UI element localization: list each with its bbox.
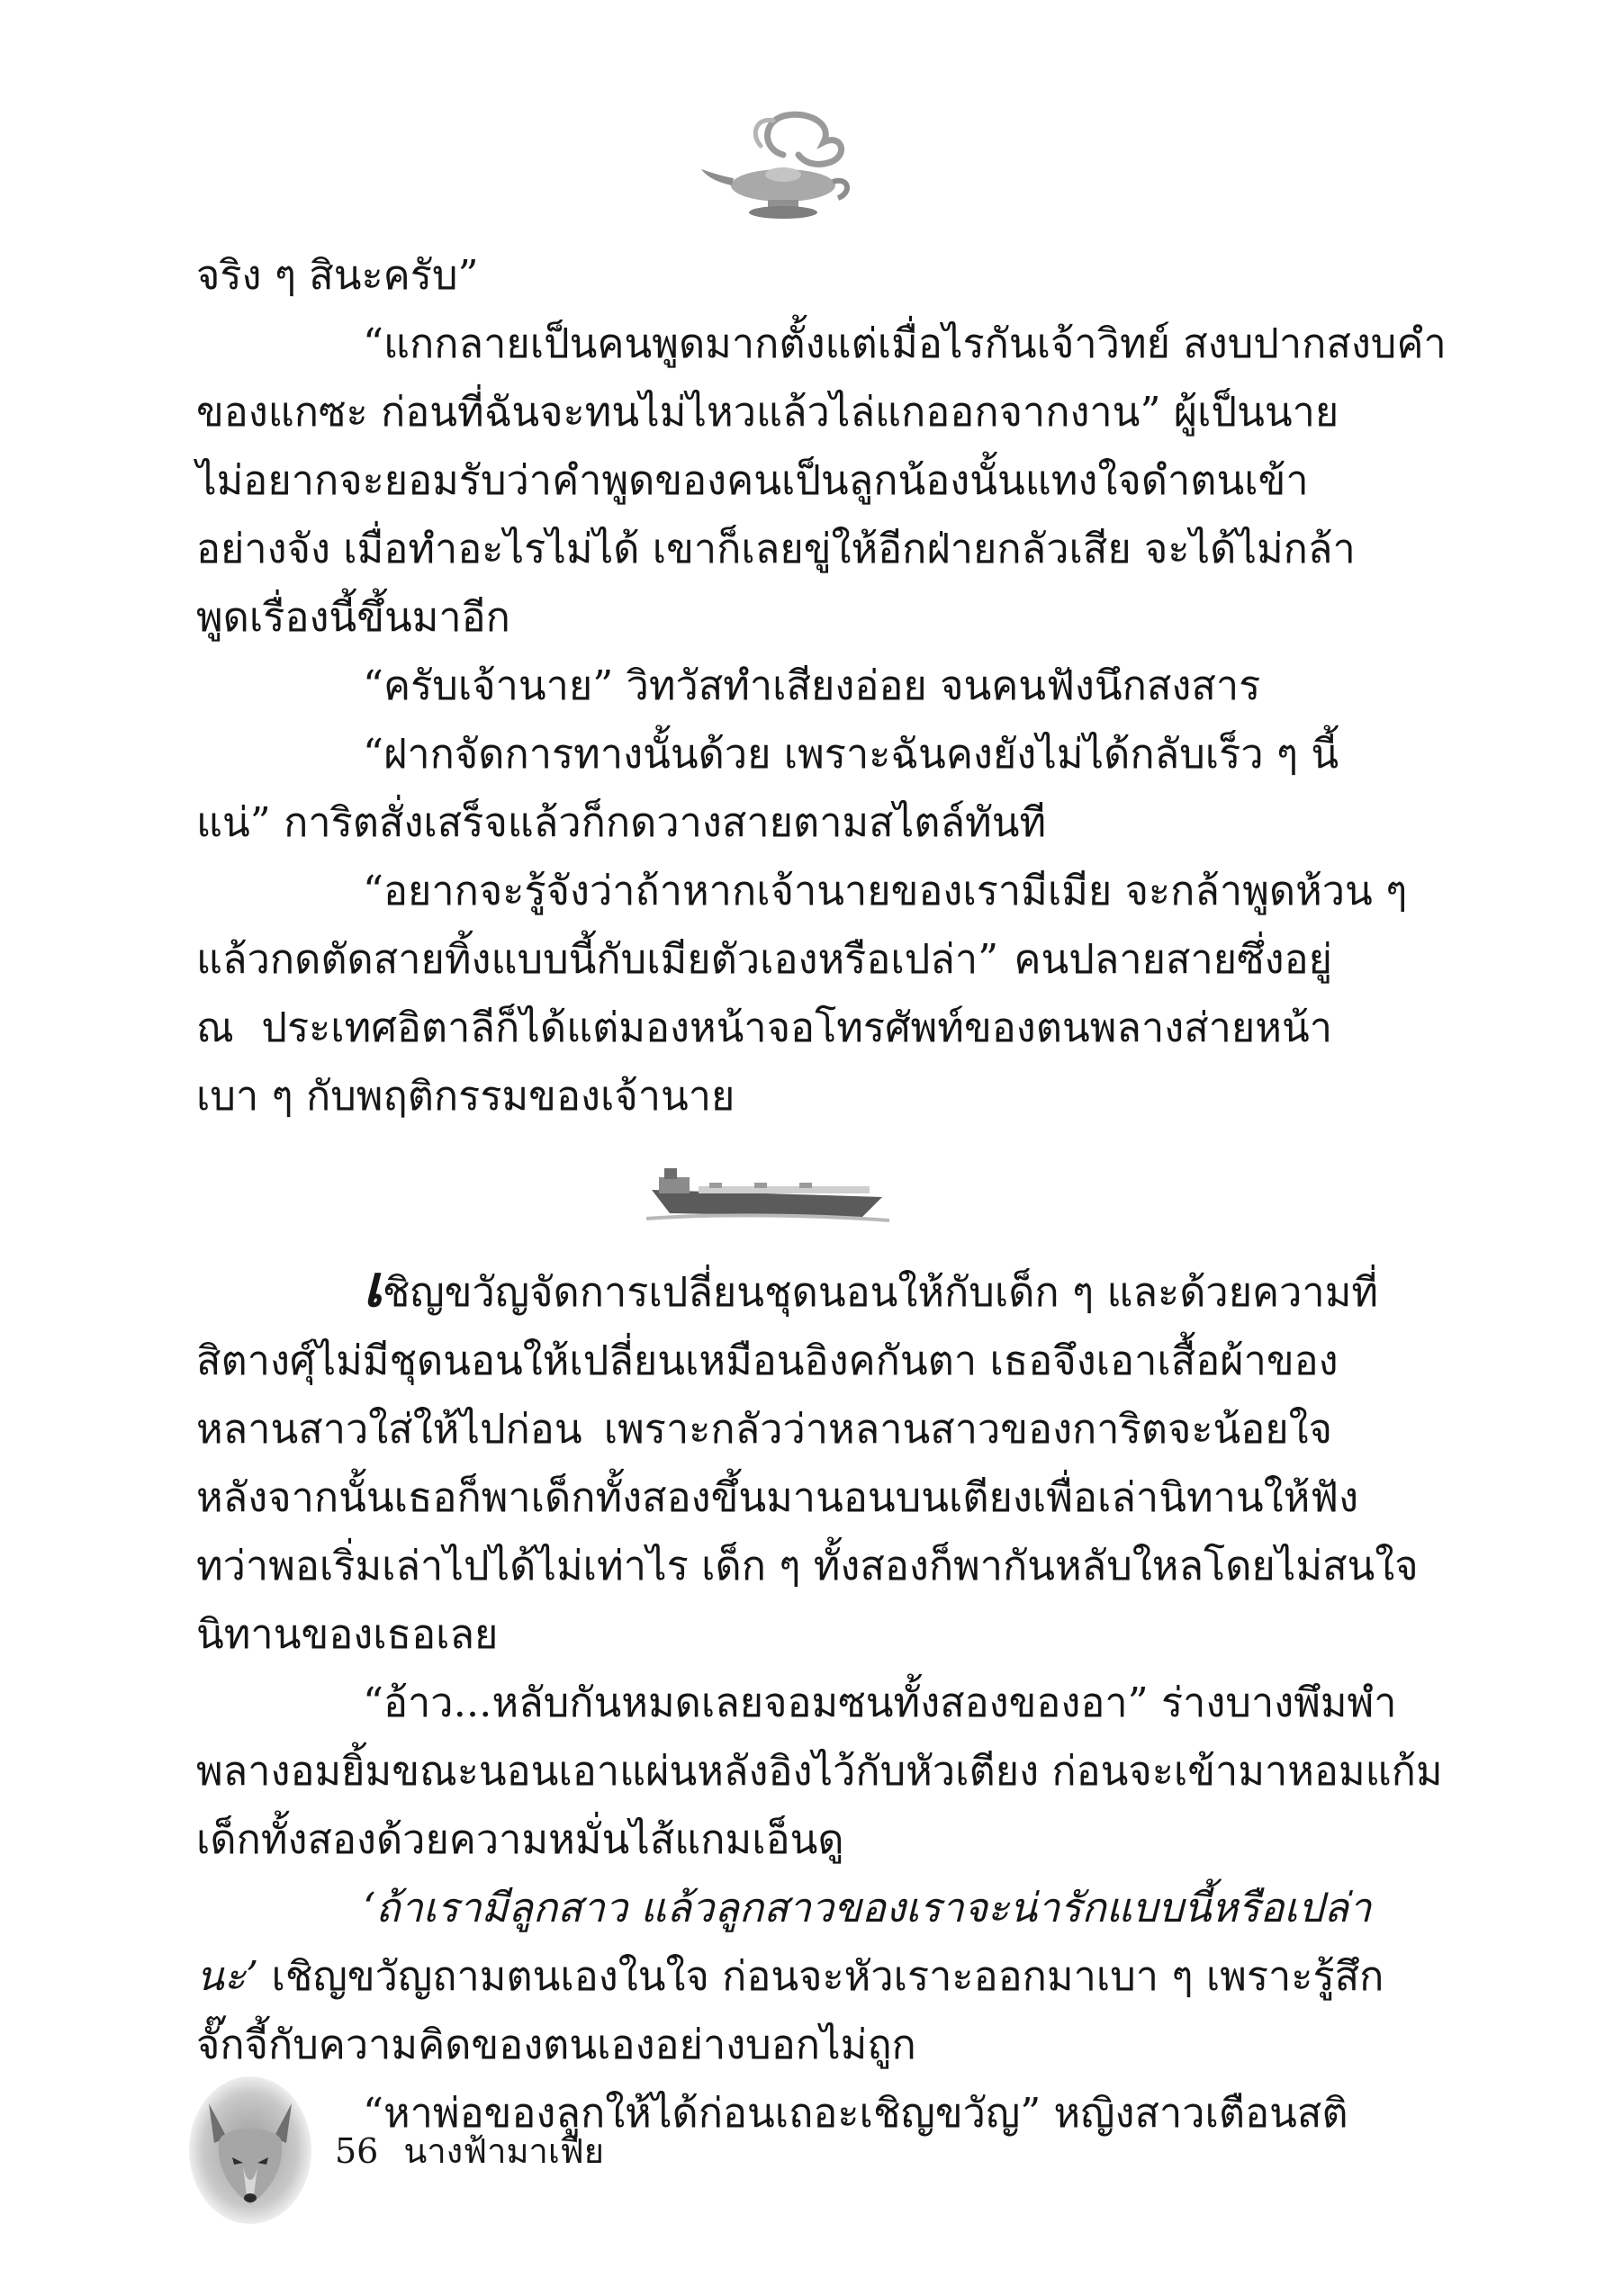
text-line: “แกกลายเป็นคนพูดมากตั้งแต่เมื่อไรกันเจ้าวิทย์ สงบปากสงบคำ <box>363 320 1447 367</box>
italic-line-2-plain: เชิญขวัญถามตนเองในใจ ก่อนจะหัวเราะออกมาเบา ๆ เพราะรู้สึก <box>258 1952 1384 2000</box>
ship-icon <box>646 1165 889 1224</box>
italic-thought-2: นะ’ <box>196 1952 259 2000</box>
text-line: ณ ประเทศอิตาลีก็ได้แต่มองหน้าจอโทรศัพท์ของตนพลางส่ายหน้า <box>196 1004 1332 1051</box>
dropcap-letter: เ <box>363 1254 383 1320</box>
text-line: สิตางศุ์ไม่มีชุดนอนให้เปลี่ยนเหมือนอิงคกันตา เธอจึงเอาเสื้อผ้าของ <box>196 1337 1339 1384</box>
text-line: ทว่าพอเริ่มเล่าไปได้ไม่เท่าไร เด็ก ๆ ทั้งสองก็พากันหลับใหลโดยไม่สนใจ <box>196 1542 1419 1589</box>
text-line: จั๊กจี้กับความคิดของตนเองอย่างบอกไม่ถูก <box>196 2021 916 2068</box>
body-text <box>196 241 1447 2147</box>
page-footer <box>335 2124 604 2178</box>
text-line: “ครับเจ้านาย” วิทวัสทำเสียงอ่อย จนคนฟังนึกสงสาร <box>363 662 1261 709</box>
text-line: “อ้าว...หลับกันหมดเลยจอมซนทั้งสองของอา” ร่างบางพึมพำ <box>363 1679 1397 1726</box>
paragraph-group-2 <box>196 1327 1443 1874</box>
book-title: นางฟ้ามาเฟีย <box>403 2131 605 2171</box>
dropcap-line-rest: ชิญขวัญจัดการเปลี่ยนชุดนอนให้กับเด็ก ๆ และด้วยความที่ <box>382 1268 1379 1316</box>
text-line: เด็กทั้งสองด้วยความหมั่นไส้แกมเอ็นดู <box>196 1815 844 1863</box>
text-line: แล้วกดตัดสายทิ้งแบบนี้กับเมียตัวเองหรือเปล่า” คนปลายสายซึ่งอยู่ <box>196 935 1332 983</box>
genie-lamp-icon <box>698 99 855 234</box>
text-line: “อยากจะรู้จังว่าถ้าหากเจ้านายของเรามีเมีย จะกล้าพูดห้วน ๆ <box>363 867 1408 914</box>
text-line: แน่” การิตสั่งเสร็จแล้วก็กดวางสายตามสไตล์ทันที <box>196 798 1047 846</box>
text-line: พลางอมยิ้มขณะนอนเอาแผ่นหลังอิงไว้กับหัวเตียง ก่อนจะเข้ามาหอมแก้ม <box>196 1747 1443 1795</box>
text-line: ไม่อยากจะยอมรับว่าคำพูดของคนเป็นลูกน้องนั้นแทงใจดำตนเข้า <box>196 456 1309 504</box>
text-line: หลังจากนั้นเธอก็พาเด็กทั้งสองขึ้นมานอนบนเตียงเพื่อเล่านิทานให้ฟัง <box>196 1473 1359 1521</box>
fox-icon <box>187 2067 313 2225</box>
italic-thought-1: ‘ถ้าเรามีลูกสาว แล้วลูกสาวของเราจะน่ารักแบบนี้หรือเปล่า <box>363 1884 1372 1931</box>
text-line: พูดเรื่องนี้ขึ้นมาอีก <box>196 593 510 641</box>
text-line: “หาพ่อของลูกให้ได้ก่อนเถอะเชิญขวัญ” หญิงสาวเตือนสติ <box>363 2089 1348 2137</box>
text-line: นิทานของเธอเลย <box>196 1610 499 1658</box>
paragraph-group-1 <box>196 241 1447 1130</box>
text-line: ของแกซะ ก่อนที่ฉันจะทนไม่ไหวแล้วไล่แกออกจากงาน” ผู้เป็นนาย <box>196 388 1339 436</box>
text-line: หลานสาวใส่ให้ไปก่อน เพราะกลัวว่าหลานสาวของการิตจะน้อยใจ <box>196 1405 1332 1453</box>
text-line: เบา ๆ กับพฤติกรรมของเจ้านาย <box>196 1072 735 1120</box>
text-line: อย่างจัง เมื่อทำอะไรไม่ได้ เขาก็เลยขู่ให้อีกฝ่ายกลัวเสีย จะได้ไม่กล้า <box>196 525 1356 572</box>
italic-line-1 <box>196 1874 1372 1942</box>
dropcap-line <box>196 1254 1379 1327</box>
page-number: 56 <box>335 2131 379 2171</box>
italic-line-2 <box>196 1942 1384 2011</box>
text-line: “ฝากจัดการทางนั้นด้วย เพราะฉันคงยังไม่ได้กลับเร็ว ๆ นี้ <box>363 730 1339 778</box>
text-line: จริง ๆ สินะครับ” <box>196 251 479 299</box>
section-separator <box>196 1130 1332 1258</box>
